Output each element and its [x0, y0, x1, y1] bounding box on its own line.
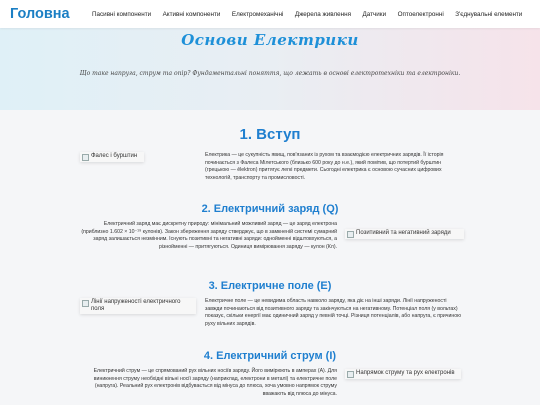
top-navigation — [0, 0, 540, 28]
main-menu — [92, 11, 534, 18]
broken-image-icon — [347, 231, 354, 238]
image-thales-amber — [80, 152, 144, 162]
image-alt-text: Напрямок струму та рух електронів — [356, 370, 455, 376]
broken-image-icon — [82, 154, 89, 161]
menu-item-active[interactable]: Активні компоненти — [162, 10, 221, 18]
section-text-field: Електричне поле — це невидима область навколо заряду, яка діє на інші заряди. Лінії напруженості завжди починаються від позитивного заряду та закінчуються на негативному. Потенціал поля (у вольтах) показує, скільки енергії має одиничний заряд у певній точці. Різниця потенціалів, або напруга, є причиною руху вільних зарядів. — [205, 298, 462, 328]
page-title: Основи Електрики — [181, 31, 359, 49]
broken-image-icon — [82, 300, 89, 307]
section-text-intro: Електрика — це сукупність явищ, пов'язаних із рухом та взаємодією електричних зарядів. Її історія починається з Фалеса Мілетського (близько 600 року до н.е.), який помітив, що потертий бурштин (грецькою — ēlektron) притягує легкі предмети. Сьогодні електрика є основою сучасних цифрових технологій, транспорту та промисловості. — [205, 152, 444, 182]
menu-item-optoelectronic[interactable]: Оптоелектронні — [397, 10, 444, 18]
menu-item-connectors[interactable]: З'єднувальні елементи — [455, 10, 523, 18]
broken-image-icon — [347, 371, 354, 378]
section-heading-field: 3. Електричне поле (E) — [208, 280, 332, 292]
image-alt-text: Лінії напруженості електричного поля — [91, 299, 181, 312]
main-content — [0, 110, 540, 405]
section-text-charge: Електричний заряд має дискретну природу: мінімальний можливий заряд — це заряд електрона (приблизно 1.602 × 10⁻¹⁹ кулонів). Закон збереження заряду стверджує, що в замкненій системі сумарний заряд залишається незмінним. Існують позитивні та негативні заряди: однойменні відштовхуються, а різнойменні — притягуються. Одиниця вимірювання заряду — кулон (Кл). — [81, 221, 337, 251]
section-heading-intro: 1. Вступ — [239, 126, 301, 143]
image-charges — [345, 229, 464, 239]
home-link[interactable]: Головна — [10, 6, 70, 22]
section-heading-current: 4. Електричний струм (I) — [203, 350, 337, 362]
hero-banner — [0, 28, 540, 110]
menu-item-electromechanical[interactable]: Електромеханічні — [231, 10, 284, 18]
section-text-current: Електричний струм — це спрямований рух вільних носіїв заряду. Його вимірюють в амперах (А). Для виникнення струму необхідні вільні носії заряду (наприклад, електрони в металі) та електричне поле (напруга). Реальний рух електронів відбувається від мінуса до плюса, хоча умовно напрямок струму вважають від плюса до мінуса. — [93, 368, 337, 398]
menu-item-sensors[interactable]: Датчики — [362, 10, 387, 18]
image-current-direction — [345, 369, 461, 379]
menu-item-passive[interactable]: Пасивні компоненти — [92, 10, 152, 18]
menu-item-power[interactable]: Джерела живлення — [294, 10, 351, 18]
page-subtitle: Що таке напруга, струм та опір? Фундаментальні поняття, що лежать в основі електротехніки та електроніки. — [79, 70, 461, 77]
image-alt-text: Позитивний та негативний заряди — [356, 230, 451, 236]
image-field-lines — [80, 298, 196, 314]
section-heading-charge: 2. Електричний заряд (Q) — [201, 203, 339, 215]
image-alt-text: Фалес і бурштин — [91, 153, 138, 159]
